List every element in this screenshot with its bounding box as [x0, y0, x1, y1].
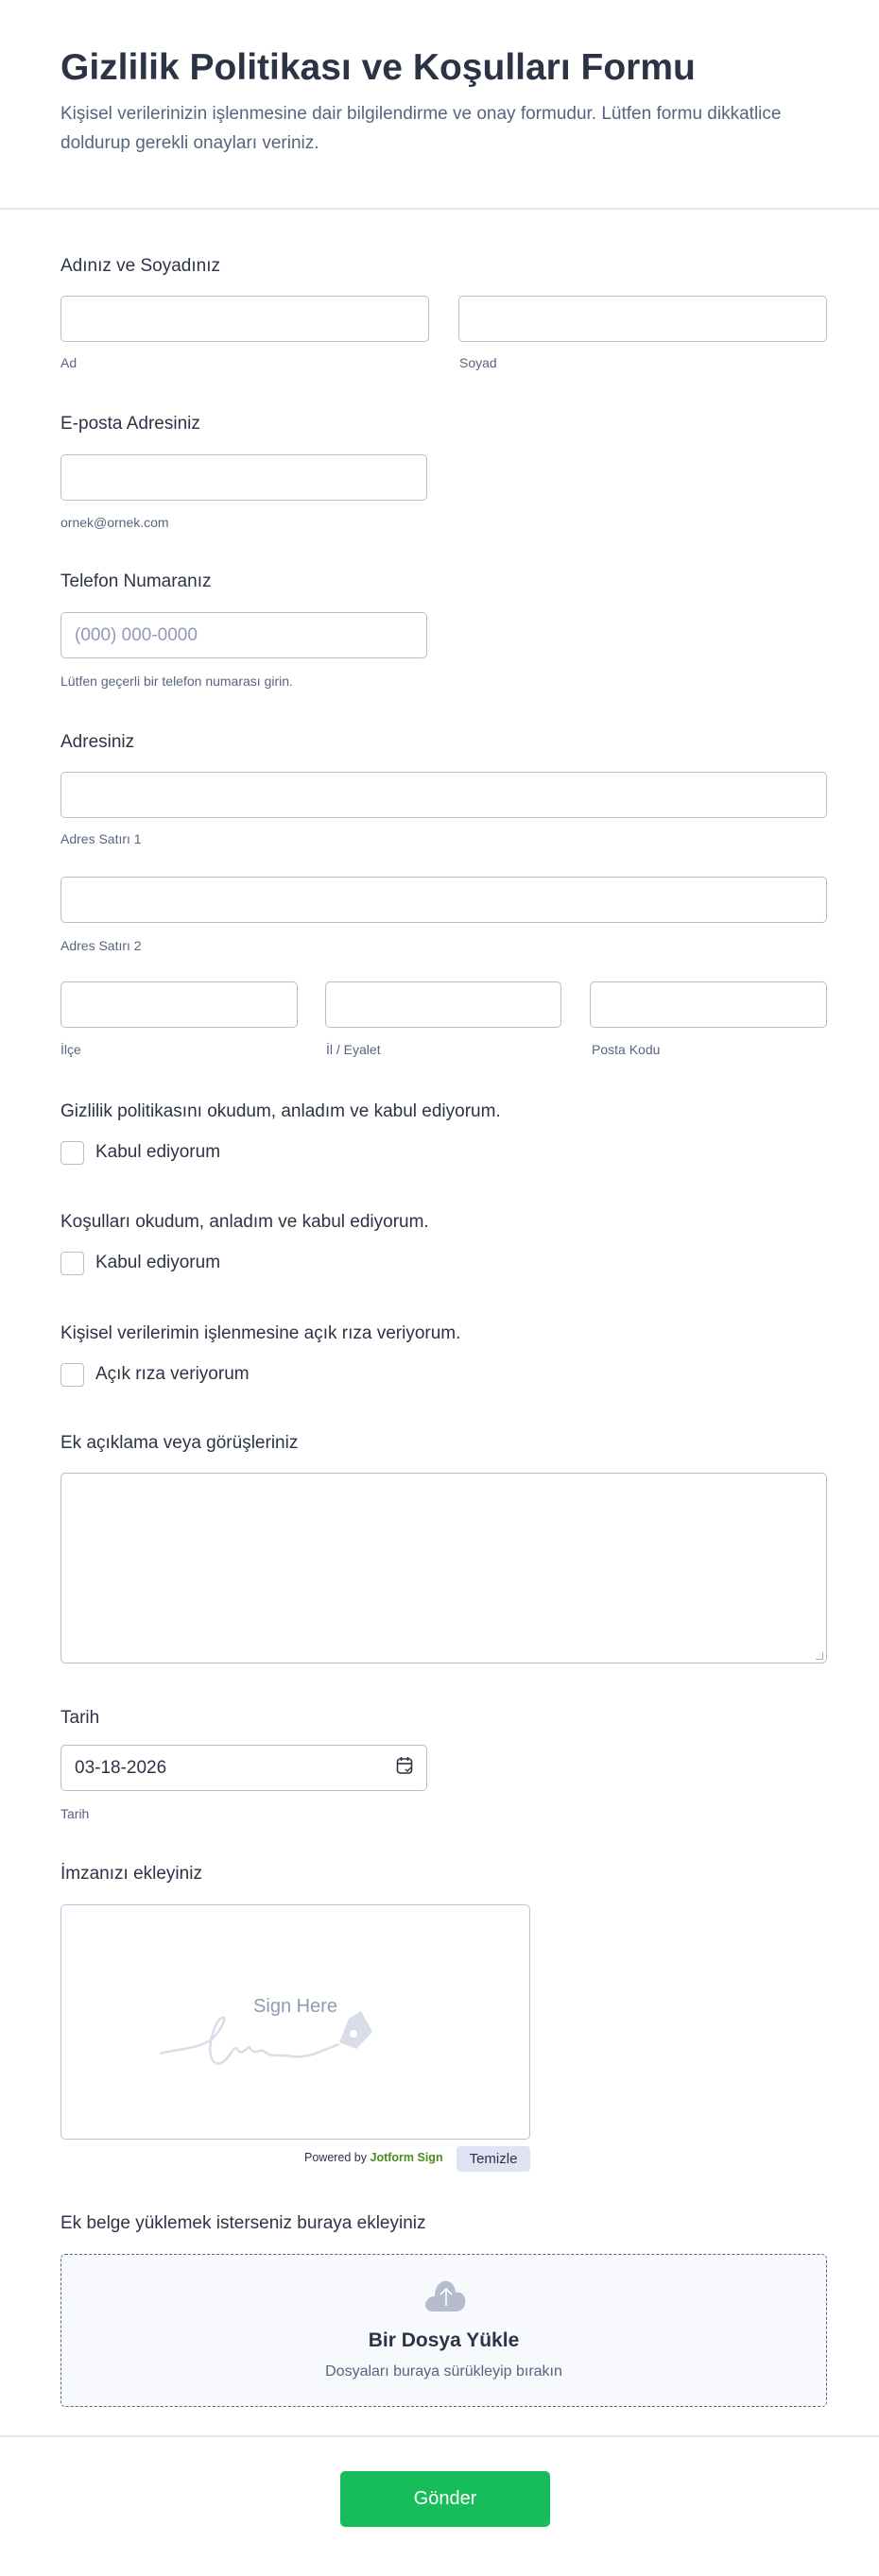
- powered-by: [304, 2151, 443, 2164]
- form-title: Gizlilik Politikası ve Koşulları Formu: [60, 47, 696, 88]
- district-sublabel: İlçe: [60, 1042, 81, 1057]
- date-value: 03-18-2026: [75, 1757, 167, 1778]
- last-name-input[interactable]: [458, 296, 827, 342]
- comments-label: Ek açıklama veya görüşleriniz: [60, 1433, 299, 1453]
- email-label: E-posta Adresiniz: [60, 414, 200, 434]
- state-input[interactable]: [325, 981, 561, 1028]
- first-name-sublabel: Ad: [60, 355, 78, 370]
- clear-signature-button[interactable]: Temizle: [457, 2146, 530, 2172]
- upload-hint: Dosyaları buraya sürükleyip bırakın: [325, 2363, 562, 2380]
- phone-placeholder: (000) 000-0000: [75, 624, 198, 645]
- address-line1-input[interactable]: [60, 772, 827, 818]
- privacy-option-label[interactable]: Kabul ediyorum: [95, 1142, 221, 1162]
- jotform-sign-brand[interactable]: Jotform Sign: [370, 2151, 443, 2164]
- upload-title: Bir Dosya Yükle: [368, 2329, 520, 2351]
- last-name-sublabel: Soyad: [459, 355, 497, 370]
- terms-question: Koşulları okudum, anladım ve kabul ediyorum.: [60, 1212, 429, 1232]
- file-upload-dropzone[interactable]: [60, 2254, 827, 2407]
- footer-divider: [0, 2435, 879, 2437]
- signature-illustration-icon: [160, 2011, 443, 2087]
- email-sublabel: ornek@ornek.com: [60, 515, 169, 530]
- address-label: Adresiniz: [60, 732, 135, 752]
- phone-label: Telefon Numaranız: [60, 571, 212, 591]
- date-label: Tarih: [60, 1708, 100, 1728]
- phone-sublabel: Lütfen geçerli bir telefon numarası girin.: [60, 674, 293, 689]
- data-consent-option-label[interactable]: Açık rıza veriyorum: [95, 1364, 250, 1384]
- form-description: Kişisel verilerinizin işlenmesine dair bilgilendirme ve onay formudur. Lütfen formu dikkatlice doldurup gerekli onayları veriniz.: [60, 104, 782, 153]
- email-input[interactable]: [60, 454, 427, 501]
- comments-textarea[interactable]: [60, 1473, 827, 1663]
- district-input[interactable]: [60, 981, 298, 1028]
- address-line2-sublabel: Adres Satırı 2: [60, 938, 142, 953]
- signature-label: İmzanızı ekleyiniz: [60, 1864, 202, 1884]
- terms-checkbox[interactable]: [60, 1252, 84, 1275]
- data-consent-checkbox[interactable]: [60, 1363, 84, 1387]
- zip-input[interactable]: [590, 981, 827, 1028]
- name-label: Adınız ve Soyadınız: [60, 256, 220, 276]
- resize-handle[interactable]: [816, 1652, 823, 1660]
- privacy-checkbox[interactable]: [60, 1141, 84, 1165]
- cloud-upload-icon: [423, 2279, 469, 2313]
- calendar-icon[interactable]: [396, 1756, 413, 1781]
- date-sublabel: Tarih: [60, 1806, 90, 1821]
- address-line2-input[interactable]: [60, 877, 827, 923]
- privacy-question: Gizlilik politikasını okudum, anladım ve kabul ediyorum.: [60, 1101, 501, 1121]
- data-consent-question: Kişisel verilerimin işlenmesine açık rıza veriyorum.: [60, 1323, 461, 1343]
- terms-option-label[interactable]: Kabul ediyorum: [95, 1253, 221, 1272]
- date-input[interactable]: [60, 1745, 427, 1791]
- powered-by-text: Powered by: [304, 2151, 368, 2164]
- zip-sublabel: Posta Kodu: [592, 1042, 661, 1057]
- first-name-input[interactable]: [60, 296, 429, 342]
- sign-here-text: Sign Here: [253, 1996, 337, 2017]
- address-line1-sublabel: Adres Satırı 1: [60, 831, 142, 846]
- header-divider: [0, 208, 879, 210]
- submit-button[interactable]: Gönder: [340, 2471, 550, 2527]
- upload-label: Ek belge yüklemek isterseniz buraya ekleyiniz: [60, 2213, 426, 2233]
- phone-input[interactable]: [60, 612, 427, 658]
- state-sublabel: İl / Eyalet: [326, 1042, 381, 1057]
- signature-pad[interactable]: [60, 1904, 530, 2140]
